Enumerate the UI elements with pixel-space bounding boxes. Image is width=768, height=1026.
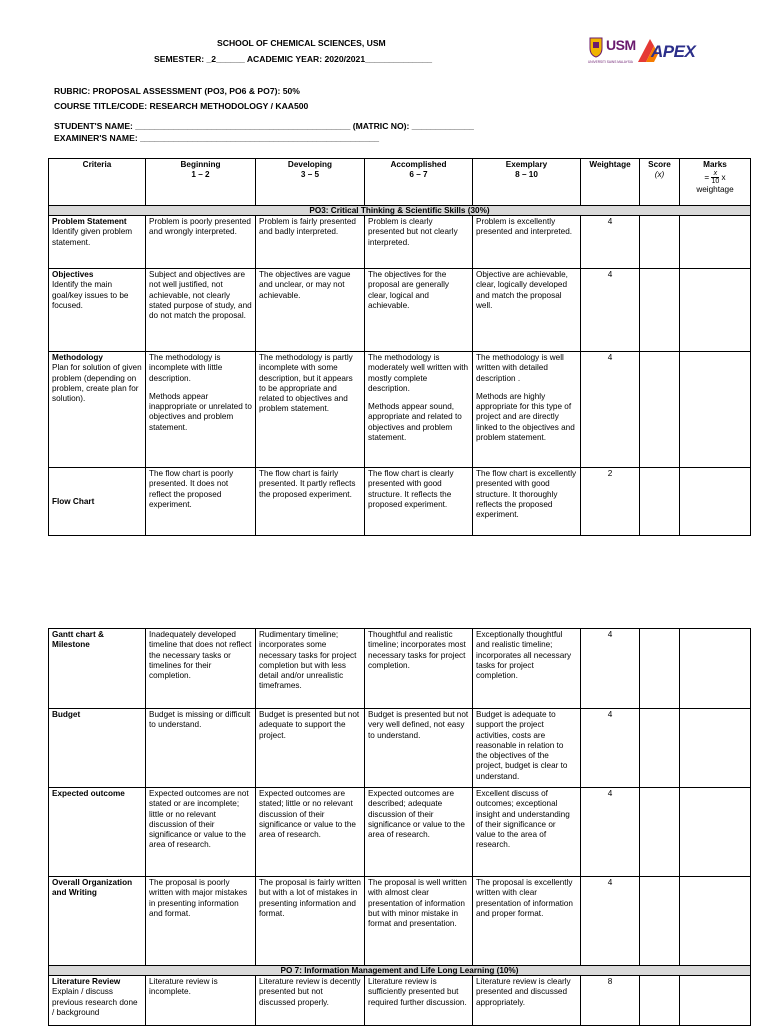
weightage-cell: 4 — [581, 352, 640, 468]
beginning-cell: Expected outcomes are not stated or are incomplete; little or no relevant discussion of their significance or value to the area of research. — [146, 788, 256, 877]
score-cell[interactable] — [640, 468, 680, 536]
marks-cell[interactable] — [680, 976, 751, 1026]
accomplished-cell: Problem is clearly presented but not clearly interpreted. — [365, 216, 473, 269]
exemplary-cell: Objective are achievable, clear, logically developed and match the proposal well. — [473, 269, 581, 352]
marks-fraction: $\frac{x}{10}$ — [711, 170, 720, 186]
examiner-name-line: EXAMINER'S NAME: __________________________________________________ — [54, 133, 380, 143]
weightage-cell: 8 — [581, 976, 640, 1026]
accomplished-cell: The proposal is well written with almost clear presentation of information but with minor mistake in format and presentation. — [365, 877, 473, 966]
beginning-cell: Subject and objectives are not well justified, not achievable, not clearly stated purpose of study, and do not match the proposal. — [146, 269, 256, 352]
table-row — [49, 352, 751, 468]
student-name-line: STUDENT'S NAME: _____________________________________________ (MATRIC NO): _____________ — [54, 121, 474, 131]
marks-cell[interactable] — [680, 709, 751, 788]
score-cell[interactable] — [640, 352, 680, 468]
beginning-cell: The flow chart is poorly presented. It does not reflect the proposed experiment. — [146, 468, 256, 536]
criteria-cell: Budget — [49, 709, 146, 788]
score-cell[interactable] — [640, 269, 680, 352]
weightage-cell: 4 — [581, 709, 640, 788]
usm-crest-logo — [588, 36, 604, 58]
accomplished-cell: The flow chart is clearly presented with good structure. It reflects the proposed experiment. — [365, 468, 473, 536]
accomplished-cell: Literature review is sufficiently presented but required further discussion. — [365, 976, 473, 1026]
accomplished-cell: The objectives for the proposal are generally clear, logical and achievable. — [365, 269, 473, 352]
developing-cell: The flow chart is fairly presented. It partly reflects the proposed experiment. — [256, 468, 365, 536]
course-title: COURSE TITLE/CODE: RESEARCH METHODOLOGY / KAA500 — [54, 101, 309, 111]
marks-cell[interactable] — [680, 877, 751, 966]
accomplished-cell: Expected outcomes are described; adequate discussion of their significance or value to the area of research. — [365, 788, 473, 877]
beginning-cell: The methodology is incomplete with little description. Methods appear inappropriate or unrelated to objectives and problem statement. — [146, 352, 256, 468]
exemplary-cell: Excellent discuss of outcomes; exceptional insight and understanding of their significance or value to the area of research. — [473, 788, 581, 877]
beginning-cell: Problem is poorly presented and wrongly interpreted. — [146, 216, 256, 269]
developing-cell: Budget is presented but not adequate to support the project. — [256, 709, 365, 788]
score-cell[interactable] — [640, 629, 680, 709]
marks-cell[interactable] — [680, 629, 751, 709]
marks-cell[interactable] — [680, 216, 751, 269]
criteria-cell: Objectives Identify the main goal/key issues to be focused. — [49, 269, 146, 352]
criteria-cell: Expected outcome — [49, 788, 146, 877]
table-row — [49, 976, 751, 1026]
accomplished-cell: Budget is presented but not very well defined, not easy to understand. — [365, 709, 473, 788]
exemplary-cell: Literature review is clearly presented and discussed appropriately. — [473, 976, 581, 1026]
table-header-row — [49, 159, 751, 206]
weightage-cell: 4 — [581, 269, 640, 352]
developing-cell: Problem is fairly presented and badly interpreted. — [256, 216, 365, 269]
semester-line: SEMESTER: _2______ ACADEMIC YEAR: 2020/2021______________ — [154, 54, 433, 64]
developing-cell: Rudimentary timeline; incorporates some necessary tasks for project completion but with less detail and/or unrealistic timeframes. — [256, 629, 365, 709]
school-title: SCHOOL OF CHEMICAL SCIENCES, USM — [217, 38, 386, 48]
section-po3-label: PO3: Critical Thinking & Scientific Skills (30%) — [49, 206, 751, 216]
developing-cell: The objectives are vague and unclear, or may not achievable. — [256, 269, 365, 352]
section-po7-row — [49, 966, 751, 976]
score-cell[interactable] — [640, 976, 680, 1026]
marks-header: Marks = $\frac{x}{10}$ x weightage — [680, 159, 751, 206]
usm-logo-subtitle: UNIVERSITI SAINS MALAYSIA — [588, 60, 633, 64]
developing-header: Developing 3 – 5 — [256, 159, 365, 206]
criteria-cell: Problem Statement Identify given problem statement. — [49, 216, 146, 269]
criteria-cell: Overall Organization and Writing — [49, 877, 146, 966]
criteria-cell: Methodology Plan for solution of given problem (depending on problem, create plan for solution). — [49, 352, 146, 468]
weightage-cell: 4 — [581, 877, 640, 966]
marks-cell[interactable] — [680, 788, 751, 877]
exemplary-cell: The proposal is excellently written with clear presentation of information and proper format. — [473, 877, 581, 966]
weightage-cell: 4 — [581, 216, 640, 269]
logos — [588, 36, 698, 70]
section-po3-row — [49, 206, 751, 216]
rubric-title: RUBRIC: PROPOSAL ASSESSMENT (PO3, PO6 & PO7): 50% — [54, 86, 300, 96]
table-row — [49, 709, 751, 788]
marks-cell[interactable] — [680, 269, 751, 352]
table-row — [49, 269, 751, 352]
accomplished-header: Accomplished 6 – 7 — [365, 159, 473, 206]
accomplished-cell: Thoughtful and realistic timeline; incorporates most necessary tasks for project completion. — [365, 629, 473, 709]
exemplary-cell: Budget is adequate to support the project activities, costs are reasonable in relation to the objectives of the project, budget is clear to understand. — [473, 709, 581, 788]
table-row — [49, 877, 751, 966]
beginning-cell: Literature review is incomplete. — [146, 976, 256, 1026]
developing-cell: The proposal is fairly written but with a lot of mistakes in presenting information and format. — [256, 877, 365, 966]
weightage-cell: 4 — [581, 629, 640, 709]
weightage-cell: 2 — [581, 468, 640, 536]
score-cell[interactable] — [640, 877, 680, 966]
exemplary-cell: The flow chart is excellently presented with good structure. It thoroughly reflects the proposed experiment. — [473, 468, 581, 536]
apex-logo-text: APEX — [651, 42, 696, 61]
exemplary-cell: Problem is excellently presented and interpreted. — [473, 216, 581, 269]
exemplary-cell: The methodology is well written with detailed description . Methods are highly appropriate for this type of project and are directly linked to the objectives and problem statement. — [473, 352, 581, 468]
criteria-cell: Literature Review Explain / discuss previous research done / background — [49, 976, 146, 1026]
score-header: Score (x) — [640, 159, 680, 206]
table-row — [49, 629, 751, 709]
beginning-header: Beginning 1 – 2 — [146, 159, 256, 206]
weightage-cell: 4 — [581, 788, 640, 877]
criteria-cell: Gantt chart & Milestone — [49, 629, 146, 709]
marks-cell[interactable] — [680, 352, 751, 468]
score-cell[interactable] — [640, 709, 680, 788]
weightage-header: Weightage — [581, 159, 640, 206]
beginning-cell: Inadequately developed timeline that does not reflect the necessary tasks or timelines for their completion. — [146, 629, 256, 709]
section-po7-label: PO 7: Information Management and Life Long Learning (10%) — [49, 966, 751, 976]
beginning-cell: Budget is missing or difficult to understand. — [146, 709, 256, 788]
beginning-cell: The proposal is poorly written with major mistakes in presenting information and format. — [146, 877, 256, 966]
criteria-header: Criteria — [49, 159, 146, 206]
usm-logo-text: USM — [606, 37, 636, 53]
table-row — [49, 788, 751, 877]
developing-cell: Expected outcomes are stated; little or no relevant discussion of their significance or value to the area of research. — [256, 788, 365, 877]
exemplary-cell: Exceptionally thoughtful and realistic timeline; incorporates all necessary tasks for project completion. — [473, 629, 581, 709]
table-row — [49, 468, 751, 536]
accomplished-cell: The methodology is moderately well written with mostly complete description. Methods appear sound, appropriate and related to objectives and problem statement. — [365, 352, 473, 468]
developing-cell: Literature review is decently presented but not discussed properly. — [256, 976, 365, 1026]
marks-cell[interactable] — [680, 468, 751, 536]
rubric-table-page-1 — [48, 158, 751, 536]
score-cell[interactable] — [640, 788, 680, 877]
table-row — [49, 216, 751, 269]
score-cell[interactable] — [640, 216, 680, 269]
exemplary-header: Exemplary 8 – 10 — [473, 159, 581, 206]
rubric-table-page-2 — [48, 628, 751, 1026]
criteria-cell: Flow Chart — [49, 468, 146, 536]
developing-cell: The methodology is partly incomplete with some description, but it appears to be appropriate and related to objectives and problem statement. — [256, 352, 365, 468]
